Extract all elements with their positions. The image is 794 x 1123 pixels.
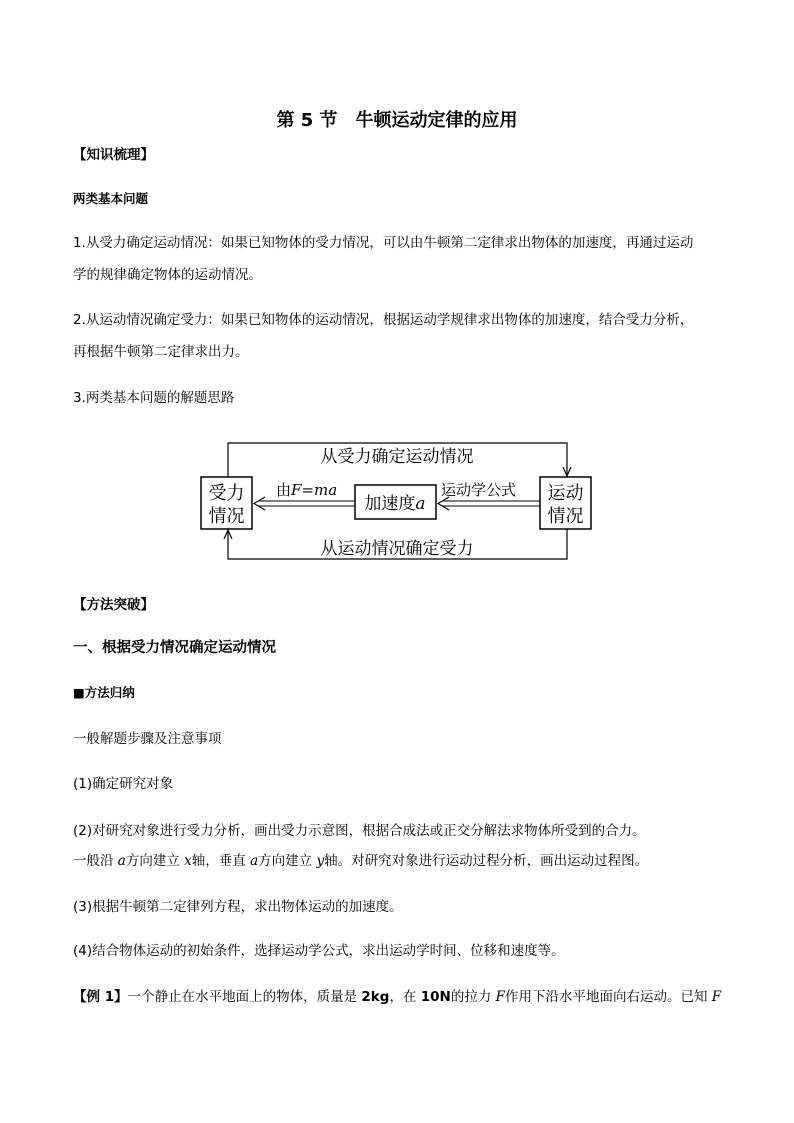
- heading-force-to-motion: 一、根据受力情况确定运动情况: [73, 640, 276, 656]
- bottom-flow-label: 从运动情况确定受力: [320, 539, 474, 559]
- example-1: 【例 1】一个静止在水平地面上的物体，质量是 2kg，在 10N的拉力 F作用下沿水平地面向右运动。已知 F: [73, 989, 722, 1005]
- para-1-line-1: 1.从受力确定运动情况：如果已知物体的受力情况，可以由牛顿第二定律求出物体的加速度，再通过运动: [73, 235, 694, 251]
- subheading-two-types: 两类基本问题: [73, 191, 149, 206]
- kinematics-formula-label: 运动学公式: [441, 481, 517, 499]
- method-summary: ■方法归纳: [73, 685, 135, 700]
- force-box-line-2: 情况: [208, 506, 245, 527]
- force-box-line-1: 受力: [208, 483, 245, 504]
- top-flow-label: 从受力确定运动情况: [320, 447, 474, 467]
- section-method: 【方法突破】: [73, 597, 154, 613]
- general-steps: 一般解题步骤及注意事项: [73, 731, 222, 747]
- newton-law-label: 由F=ma: [276, 481, 338, 499]
- step-4: (4)结合物体运动的初始条件，选择运动学公式，求出运动学时间、位移和速度等。: [73, 943, 565, 959]
- para-1-line-2: 学的规律确定物体的运动情况。: [73, 267, 262, 283]
- motion-box-line-1: 运动: [547, 483, 584, 504]
- step-2-line-2: 一般沿 a方向建立 x轴，垂直 a方向建立 y轴。对研究对象进行运动过程分析，画出运动过程图。: [73, 853, 649, 869]
- step-2-line-1: (2)对研究对象进行受力分析，画出受力示意图，根据合成法或正交分解法求物体所受到的合力。: [73, 823, 646, 839]
- para-2-line-1: 2.从运动情况确定受力：如果已知物体的运动情况，根据运动学规律求出物体的加速度，结合受力分析，: [73, 312, 694, 328]
- para-3: 3.两类基本问题的解题思路: [73, 390, 235, 406]
- page-title: 第 5 节 牛顿运动定律的应用: [276, 110, 518, 131]
- motion-box-line-2: 情况: [547, 506, 584, 527]
- section-knowledge: 【知识梳理】: [73, 147, 154, 163]
- step-1: (1)确定研究对象: [73, 776, 174, 792]
- acceleration-label: 加速度a: [364, 494, 426, 514]
- para-2-line-2: 再根据牛顿第二定律求出力。: [73, 344, 249, 360]
- step-3: (3)根据牛顿第二定律列方程，求出物体运动的加速度。: [73, 899, 403, 915]
